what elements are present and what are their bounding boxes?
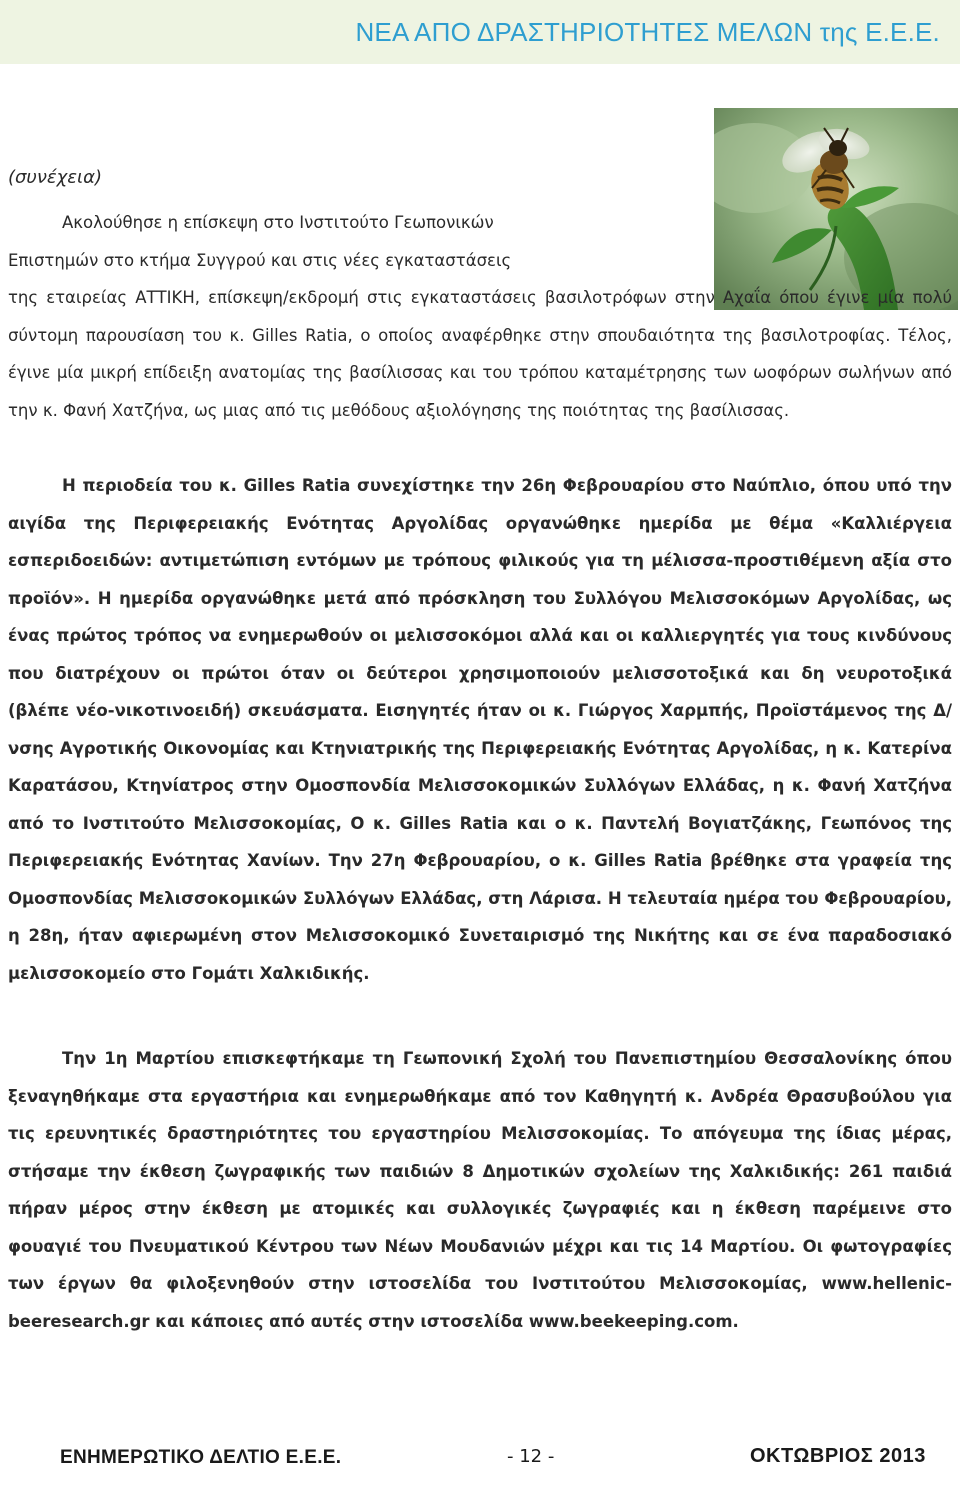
intro-line-1: Ακολούθησε η επίσκεψη στο Ινστιτούτο Γεωπονικών [62, 213, 494, 232]
header-title: ΝΕΑ ΑΠΟ ΔΡΑΣΤΗΡΙΟΤΗΤΕΣ ΜΕΛΩΝ της Ε.Ε.Ε. [355, 17, 940, 47]
paragraph-2 [8, 467, 952, 992]
page-header [0, 0, 960, 64]
footer-page-number: - 12 - [507, 1446, 555, 1467]
article-intro [8, 204, 708, 279]
paragraph-1-text: της εταιρείας ΑΤΤΙΚΗ, επίσκεψη/εκδρομή στις εγκαταστάσεις βασιλοτρόφων στην Αχαΐα όπου έγινε μία πολύ σύντομη παρουσίαση του κ. Gilles Ratia, ο οποίος αναφέρθηκε στην σπουδαιότητα της βασιλοτροφίας. Τέλος, έγινε μία μικρή επίδειξη ανατομίας της βασίλισσας και του τρόπου καταμέτρησης των ωοφόρων σωλήνων από την κ. Φανή Χατζήνα, ως μιας από τις μεθόδους αξιολόγησης της ποιότητας της βασίλισσας. [8, 288, 952, 420]
paragraph-1 [8, 279, 952, 429]
intro-line-2: Επιστημών στο κτήμα Συγγρού και στις νέες εγκαταστάσεις [8, 250, 512, 270]
paragraph-3-text: Την 1η Μαρτίου επισκεφτήκαμε τη Γεωπονική Σχολή του Πανεπιστημίου Θεσσαλονίκης όπου ξεναγηθήκαμε στα εργαστήρια και ενημερωθήκαμε από τον Καθηγητή κ. Ανδρέα Θρασυβούλου για τις ερευνητικές δραστηριότητες του εργαστηρίου Μελισσοκομίας. Το απόγευμα της ίδιας μέρας, στήσαμε την έκθεση ζωγραφικής των παιδιών 8 Δημοτικών σχολείων της Χαλκιδικής: 261 παιδιά πήραν μέρος στην έκθεση με ατομικές και συλλογικές ζωγραφιές και η έκθεση παρέμεινε στο φουαγιέ του Πνευματικού Κέντρου των Νέων Μουδανιών μέχρι και τις 14 Μαρτίου. Οι φωτογραφίες των έργων θα φιλοξενηθούν στην ιστοσελίδα του Ινστιτούτου Μελισσοκομίας, www.hellenic-beeresearch.gr και κάποιες από αυτές στην ιστοσελίδα www.beekeeping.com. [8, 1049, 952, 1331]
footer-date: ΟΚΤΩΒΡΙΟΣ 2013 [750, 1445, 926, 1467]
paragraph-2-text: Η περιοδεία του κ. Gilles Ratia συνεχίστηκε την 26η Φεβρουαρίου στο Ναύπλιο, όπου υπό την αιγίδα της Περιφερειακής Ενότητας Αργολίδας οργανώθηκε ημερίδα με θέμα «Καλλιέργεια εσπεριδοειδών: αντιμετώπιση εντόμων με τρόπους φιλικούς για τη μέλισσα-προστιθέμενη αξία στο προϊόν». Η ημερίδα οργανώθηκε μετά από πρόσκληση του Συλλόγου Μελισσοκόμων Αργολίδας, ως ένας πρώτος τρόπος να ενημερωθούν οι μελισσοκόμοι αλλά και οι καλλιεργητές για τους κινδύνους που διατρέχουν οι πρώτοι όταν οι δεύτεροι χρησιμοποιούν μελισσοτοξικά και δη νευροτοξικά (βλέπε νέο-νικοτινοειδή) σκευάσματα. Εισηγητές ήταν οι κ. Γιώργος Χαρμπής, Προϊστάμενος της Δ/νσης Αγροτικής Οικονομίας και Κτηνιατρικής της Περιφερειακής Ενότητας Αργολίδας, η κ. Κατερίνα Καρατάσου, Κτηνίατρος στην Ομοσπονδία Μελισσοκομικών Συλλόγων Ελλάδας, η κ. Φανή Χατζήνα από το Ινστιτούτο Μελισσοκομίας, Ο κ. Gilles Ratia και ο κ. Παντελή Βογιατζάκης, Γεωπόνος της Περιφερειακής Ενότητας Χανίων. Την 27η Φεβρουαρίου, ο κ. Gilles Ratia βρέθηκε στα γραφεία της Ομοσπονδίας Μελισσοκομικών Συλλόγων Ελλάδας, στη Λάρισα. Η τελευταία ημέρα του Φεβρουαρίου, η 28η, ήταν αφιερωμένη στον Μελισσοκομικό Συνεταιρισμό της Νικήτης και σε ένα παραδοσιακό μελισσοκομείο στο Γομάτι Χαλκιδικής. [8, 476, 952, 983]
page-footer [0, 1430, 960, 1485]
paragraph-3 [8, 1040, 952, 1340]
continued-label: (συνέχεια) [8, 167, 102, 188]
footer-publication: ΕΝΗΜΕΡΩΤΙΚΟ ΔΕΛΤΙΟ Ε.Ε.Ε. [60, 1447, 342, 1468]
